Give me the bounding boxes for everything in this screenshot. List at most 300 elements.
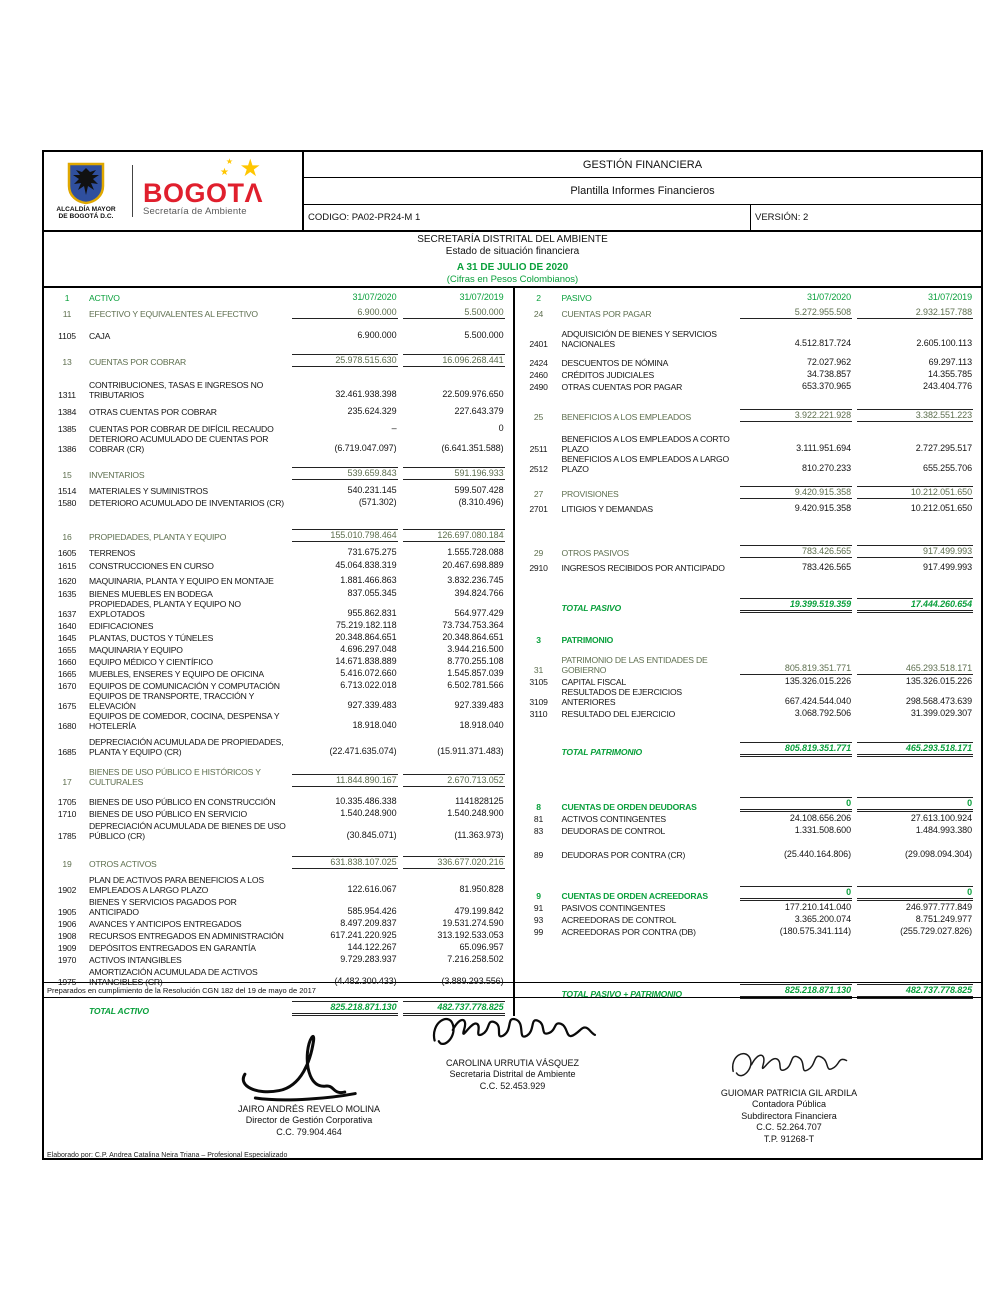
account-code: 24: [533, 309, 544, 319]
account-code: 93: [533, 915, 544, 925]
account-label: PLAN DE ACTIVOS PARA BENEFICIOS A LOS EMPLEADOS A LARGO PLAZO: [89, 875, 264, 895]
column-date-2019: 31/07/2019: [459, 292, 504, 302]
signer-title: Director de Gestión Corporativa: [245, 1115, 373, 1125]
value-2019: 465.293.518.171: [857, 663, 973, 675]
account-label: PATRIMONIO: [561, 635, 614, 645]
logo-divider: [132, 165, 133, 217]
pasivo-column: [513, 288, 982, 1016]
table-row: [521, 925, 974, 937]
account-label: DESCUENTOS DE NÓMINA: [561, 358, 669, 368]
form-header: [44, 152, 981, 232]
account-code: 81: [533, 814, 544, 824]
value-2020: 9.420.915.358: [794, 503, 851, 513]
column-header-row: [521, 291, 974, 303]
account-code: 16: [62, 532, 72, 542]
account-label: CUENTAS POR PAGAR: [561, 309, 652, 319]
process-title: GESTIÓN FINANCIERA: [304, 152, 981, 178]
header-right: [304, 152, 981, 230]
account-label: CRÉDITOS JUDICIALES: [561, 370, 655, 380]
account-code: 2490: [529, 382, 548, 392]
value-2019: (6.641.351.588): [441, 443, 504, 453]
bogota-wordmark: BOGOTΛ: [143, 178, 264, 208]
signer-tp: T.P. 91268-T: [763, 1133, 815, 1144]
value-2020: 825.218.871.130: [292, 1001, 398, 1016]
table-row: [521, 368, 974, 380]
account-label: BIENES DE USO PÚBLICO E HISTÓRICOS Y CULTURALES: [89, 767, 261, 787]
value-2019: 5.500.000: [464, 330, 504, 340]
account-label: CAJA: [89, 331, 111, 341]
table-row: [521, 631, 974, 645]
table-row: [50, 528, 505, 542]
account-code: 1909: [57, 943, 77, 953]
column-header-row: [50, 291, 505, 303]
account-code: 1705: [57, 797, 77, 807]
account-code: 1645: [57, 633, 77, 643]
account-label: BIENES Y SERVICIOS PAGADOS POR ANTICIPADO: [89, 897, 237, 917]
account-label: MAQUINARIA Y EQUIPO: [89, 645, 183, 655]
value-2020: 9.729.283.937: [340, 954, 397, 964]
value-2019: 1.540.248.900: [447, 808, 504, 818]
account-label: BENEFICIOS A LOS EMPLEADOS A CORTO PLAZO: [561, 434, 730, 454]
value-2020: (22.471.635.074): [329, 746, 397, 756]
value-2020: 24.108.656.206: [789, 813, 851, 823]
value-2020: 155.010.798.464: [292, 529, 398, 542]
signer-title: Secretaria Distrital de Ambiente: [449, 1069, 576, 1079]
stylized-a: Λ: [244, 178, 264, 208]
signatures-area: [44, 998, 981, 1162]
logo-cell: [44, 152, 304, 230]
account-code: 27: [533, 489, 544, 499]
table-row: [521, 824, 974, 836]
table-row: [50, 599, 505, 619]
bogota-logo: [143, 155, 264, 217]
account-label: CUENTAS POR COBRAR DE DIFÍCIL RECAUDO: [89, 424, 274, 434]
value-2019: (29.098.094.304): [905, 849, 972, 859]
table-row: [521, 797, 974, 812]
account-label: TOTAL PASIVO + PATRIMONIO: [561, 989, 682, 999]
value-2019: 6.502.781.566: [447, 680, 504, 690]
value-2020: (30.845.071): [346, 830, 397, 840]
signer-id: C.C. 52.453.929: [479, 1080, 546, 1091]
account-label: DETERIORO ACUMULADO DE INVENTARIOS (CR): [89, 498, 284, 508]
account-code: 1640: [57, 621, 77, 631]
value-2020: 19.399.519.359: [740, 598, 852, 613]
signer-title: Subdirectora Financiera: [741, 1110, 837, 1121]
star-icon: ★: [220, 167, 230, 178]
table-row: [521, 380, 974, 392]
value-2020: 1.881.466.863: [340, 575, 397, 585]
table-row: [521, 886, 974, 901]
table-row: [521, 305, 974, 319]
account-code: 3105: [529, 677, 548, 687]
account-label: DEPRECIACIÓN ACUMULADA DE PROPIEDADES, PLANTA Y EQUIPO (CR): [89, 737, 284, 757]
account-code: 1680: [57, 721, 77, 731]
table-row: [521, 434, 974, 454]
account-code: 3110: [529, 709, 548, 719]
value-2020: 3.922.221.928: [740, 409, 852, 422]
value-2020: 11.844.890.167: [292, 774, 398, 787]
account-code: 2910: [529, 563, 548, 573]
value-2019: 20.348.864.651: [442, 632, 504, 642]
value-2019: 0: [857, 886, 973, 901]
value-2019: 917.499.993: [923, 562, 972, 572]
account-label: AVANCES Y ANTICIPOS ENTREGADOS: [89, 919, 242, 929]
table-row: [50, 380, 505, 400]
account-code: 1605: [57, 548, 77, 558]
value-2020: 783.426.565: [802, 562, 851, 572]
account-label: AMORTIZACIÓN ACUMULADA DE ACTIVOS INTANGIBLES (CR): [89, 967, 258, 987]
account-label: EDIFICACIONES: [89, 621, 154, 631]
account-label: CUENTAS DE ORDEN DEUDORAS: [561, 802, 697, 812]
value-2020: 9.420.915.358: [740, 486, 852, 499]
account-label: PASIVOS CONTINGENTES: [561, 903, 666, 913]
value-2020: 14.671.838.889: [335, 656, 397, 666]
account-label: RECURSOS ENTREGADOS EN ADMINISTRACIÓN: [89, 931, 284, 941]
account-code: 83: [533, 826, 544, 836]
table-row: [50, 305, 505, 319]
table-row: [50, 691, 505, 711]
value-2020: 45.064.838.319: [335, 560, 397, 570]
table-row: [50, 631, 505, 643]
value-2020: 783.426.565: [740, 545, 852, 558]
account-label: OTROS PASIVOS: [561, 548, 629, 558]
account-code: 1637: [57, 609, 77, 619]
value-2020: 3.068.792.506: [794, 708, 851, 718]
value-2020: 540.231.145: [347, 485, 397, 495]
signature-icon: [719, 1038, 859, 1088]
account-code: 2401: [529, 339, 548, 349]
value-2020: (25.440.164.806): [784, 849, 851, 859]
account-code: 1908: [57, 931, 77, 941]
table-row: [50, 875, 505, 895]
signer-block: [634, 1038, 944, 1145]
value-2019: 5.500.000: [403, 307, 505, 319]
value-2019: 69.297.113: [928, 357, 972, 367]
account-label: TOTAL ACTIVO: [89, 1006, 149, 1016]
value-2019: 246.977.777.849: [905, 902, 972, 912]
account-code: 1710: [57, 809, 77, 819]
value-2019: 10.212.051.650: [910, 503, 972, 513]
account-label: EQUIPO MÉDICO Y CIENTÍFICO: [89, 657, 213, 667]
value-2019: 14.355.785: [927, 369, 972, 379]
value-2019: 3.382.551.223: [857, 409, 973, 422]
value-2019: 18.918.040: [459, 720, 504, 730]
value-2020: 1.540.248.900: [340, 808, 397, 818]
value-2020: 4.696.297.048: [340, 644, 397, 654]
value-2019: 227.643.379: [454, 406, 504, 416]
table-row: [521, 812, 974, 824]
alcaldia-logo: [50, 162, 122, 221]
value-2019: (3.889.293.556): [441, 976, 504, 986]
account-code: 2424: [529, 358, 548, 368]
table-row: [50, 711, 505, 731]
value-2019: 7.216.258.502: [447, 954, 504, 964]
value-2019: 298.568.473.639: [905, 696, 972, 706]
value-2019: (11.363.973): [454, 830, 504, 840]
account-code: 1384: [57, 407, 77, 417]
account-code: 2: [536, 293, 541, 303]
table-row: [50, 329, 505, 341]
account-label: CUENTAS POR COBRAR: [89, 357, 186, 367]
value-2020: –: [391, 423, 397, 433]
table-row: [50, 737, 505, 757]
account-code: 17: [62, 777, 72, 787]
value-2019: 2.605.100.113: [916, 338, 972, 348]
value-2020: 805.819.351.771: [740, 742, 852, 757]
account-label: BIENES MUEBLES EN BODEGA: [89, 589, 213, 599]
value-2020: (6.719.047.097): [334, 443, 397, 453]
account-code: 3109: [529, 697, 548, 707]
value-2019: 8.770.255.108: [447, 656, 504, 666]
value-2019: 479.199.842: [454, 906, 504, 916]
value-2020: 653.370.965: [802, 381, 851, 391]
account-label: TOTAL PASIVO: [561, 603, 622, 613]
account-code: 31: [533, 665, 544, 675]
account-label: EFECTIVO Y EQUIVALENTES AL EFECTIVO: [89, 309, 258, 319]
table-row: [521, 356, 974, 368]
signer-name: GUIOMAR PATRICIA GIL ARDILA: [720, 1088, 858, 1098]
value-2019: 2.727.295.517: [915, 443, 972, 453]
account-code: 13: [62, 357, 72, 367]
value-2020: 122.616.067: [347, 884, 397, 894]
signer-name: CAROLINA URRUTIA VÁSQUEZ: [445, 1058, 580, 1068]
account-code: 3: [536, 635, 541, 645]
value-2019: 465.293.518.171: [857, 742, 973, 757]
value-2020: 75.219.182.118: [336, 620, 397, 630]
account-code: 1975: [57, 977, 77, 987]
account-label: DEUDORAS DE CONTROL: [561, 826, 666, 836]
signer-block: [174, 1022, 444, 1138]
table-row: [50, 953, 505, 965]
table-row: [50, 855, 505, 869]
value-2020: 1.331.508.600: [794, 825, 851, 835]
value-2019: 599.507.428: [454, 485, 504, 495]
value-2019: 1141828125: [455, 796, 504, 806]
value-2020: 837.055.345: [347, 588, 397, 598]
value-2020: 18.918.040: [352, 720, 397, 730]
table-row: [521, 741, 974, 757]
value-2020: 927.339.483: [347, 700, 397, 710]
statement-title-block: [44, 232, 981, 288]
alcaldia-label-line2: DE BOGOTÁ D.C.: [58, 213, 114, 220]
account-label: ADQUISICIÓN DE BIENES Y SERVICIOS NACIONALES: [561, 329, 717, 349]
value-2020: 617.241.220.925: [330, 930, 397, 940]
value-2020: 6.900.000: [292, 307, 398, 319]
account-label: MUEBLES, ENSERES Y EQUIPO DE OFICINA: [89, 669, 264, 679]
account-code: 2460: [529, 370, 548, 380]
column-date-2020: 31/07/2020: [352, 292, 397, 302]
column-date-2020: 31/07/2020: [806, 292, 851, 302]
account-code: 1386: [57, 444, 77, 454]
value-2020: 3.365.200.074: [794, 914, 851, 924]
account-label: ACREEDORAS POR CONTRA (DB): [561, 927, 696, 937]
value-2019: 81.950.828: [459, 884, 504, 894]
account-label: PATRIMONIO DE LAS ENTIDADES DE GOBIERNO: [561, 655, 708, 675]
value-2019: 126.697.080.184: [403, 529, 505, 542]
account-label: PROPIEDADES, PLANTA Y EQUIPO: [89, 532, 227, 542]
table-row: [50, 434, 505, 454]
value-2020: 25.978.515.630: [292, 354, 398, 367]
table-row: [50, 897, 505, 917]
table-row: [521, 687, 974, 707]
account-label: MATERIALES Y SUMINISTROS: [89, 486, 208, 496]
value-2020: 8.497.209.837: [340, 918, 397, 928]
entity-name: SECRETARÍA DISTRITAL DEL AMBIENTE: [417, 234, 608, 245]
account-label: ACREEDORAS DE CONTROL: [561, 915, 677, 925]
value-2020: 34.738.857: [806, 369, 851, 379]
star-icon: ★: [225, 157, 234, 166]
template-title: Plantilla Informes Financieros: [304, 178, 981, 204]
header-meta-row: [304, 205, 981, 230]
table-row: [50, 941, 505, 953]
table-row: [521, 901, 974, 913]
value-2019: 27.613.100.924: [910, 813, 972, 823]
account-label: CUENTAS DE ORDEN ACREEDORAS: [561, 891, 708, 901]
account-code: 1385: [57, 424, 77, 434]
value-2019: 17.444.260.654: [857, 598, 973, 613]
activo-column: [44, 288, 513, 1016]
value-2019: 135.326.015.226: [905, 676, 972, 686]
table-row: [521, 597, 974, 613]
account-code: 2512: [529, 464, 548, 474]
table-row: [521, 408, 974, 422]
account-code: 1620: [57, 576, 77, 586]
value-2019: 3.944.216.500: [447, 644, 504, 654]
account-label: EQUIPOS DE COMEDOR, COCINA, DESPENSA Y HOTELERÍA: [89, 711, 280, 731]
table-row: [50, 929, 505, 941]
table-row: [521, 454, 974, 474]
account-code: 1670: [57, 681, 77, 691]
account-label: DETERIORO ACUMULADO DE CUENTAS POR COBRAR (CR): [89, 434, 269, 454]
value-2019: 31.399.029.307: [910, 708, 972, 718]
account-code: 8: [536, 802, 541, 812]
value-2019: 482.737.778.825: [857, 984, 973, 999]
value-2019: 394.824.766: [454, 588, 504, 598]
value-2019: 336.677.020.216: [403, 856, 505, 869]
table-row: [521, 329, 974, 349]
account-label: TERRENOS: [89, 548, 136, 558]
account-label: TOTAL PATRIMONIO: [561, 747, 643, 757]
value-2020: 667.424.544.040: [784, 696, 851, 706]
value-2020: (180.575.341.114): [779, 926, 851, 936]
table-row: [50, 466, 505, 480]
table-row: [521, 983, 974, 999]
account-label: DEPÓSITOS ENTREGADOS EN GARANTÍA: [89, 943, 256, 953]
account-code: 1635: [57, 589, 77, 599]
value-2020: (4.482.300.433): [334, 976, 397, 986]
account-code: 1660: [57, 657, 77, 667]
account-code: 25: [533, 412, 544, 422]
value-2020: 20.348.864.651: [335, 632, 397, 642]
signer-name: JAIRO ANDRÉS REVELO MOLINA: [237, 1104, 381, 1114]
account-label: OTRAS CUENTAS POR COBRAR: [89, 407, 217, 417]
value-2020: 539.659.843: [292, 467, 398, 480]
account-label: PROVISIONES: [561, 489, 619, 499]
account-label: EQUIPOS DE TRANSPORTE, TRACCIÓN Y ELEVACIÓN: [89, 691, 254, 711]
value-2020: 72.027.962: [806, 357, 851, 367]
account-label: LITIGIOS Y DEMANDAS: [561, 504, 653, 514]
value-2019: 927.339.483: [454, 700, 504, 710]
column-date-2019: 31/07/2019: [927, 292, 972, 302]
value-2019: 0: [498, 423, 504, 433]
table-row: [50, 574, 505, 586]
value-2020: (571.302): [358, 497, 397, 507]
statement-date: A 31 DE JULIO DE 2020: [456, 262, 569, 273]
account-label: PROPIEDADES, PLANTA Y EQUIPO NO EXPLOTADOS: [89, 599, 241, 619]
signature-icon: [219, 1022, 399, 1104]
units-note: (Cifras en Pesos Colombianos): [446, 274, 579, 285]
alcaldia-label-line1: ALCALDÍA MAYOR: [56, 205, 116, 213]
account-code: 1311: [58, 390, 76, 400]
account-label: DEUDORAS POR CONTRA (CR): [561, 850, 686, 860]
account-label: EQUIPOS DE COMUNICACIÓN Y COMPUTACIÓN: [89, 681, 280, 691]
value-2019: 1.545.857.039: [447, 668, 504, 678]
table-row: [521, 485, 974, 499]
account-label: ACTIVO: [89, 293, 120, 303]
form-sheet: [42, 150, 983, 1160]
value-2019: 73.734.753.364: [442, 620, 504, 630]
account-code: 1685: [57, 747, 77, 757]
value-2020: 32.461.938.398: [335, 389, 397, 399]
table-row: [521, 913, 974, 925]
account-label: CAPITAL FISCAL: [561, 677, 627, 687]
value-2019: (255.729.027.826): [900, 926, 972, 936]
table-row: [50, 587, 505, 599]
value-2019: 65.096.957: [459, 942, 504, 952]
secretaria-ambiente-label: Secretaría de Ambiente: [143, 206, 247, 217]
elaborated-note: Elaborado por: C.P. Andrea Catalina Neira Triana – Profesional Especializado: [47, 1152, 288, 1159]
value-2020: 4.512.817.724: [794, 338, 851, 348]
value-2019: 3.832.236.745: [447, 575, 504, 585]
value-2019: 19.531.274.590: [442, 918, 504, 928]
account-label: MAQUINARIA, PLANTA Y EQUIPO EN MONTAJE: [89, 576, 274, 586]
value-2020: 135.326.015.226: [784, 676, 851, 686]
table-row: [50, 496, 505, 508]
value-2020: 825.218.871.130: [740, 984, 852, 999]
account-label: CONSTRUCCIONES EN CURSO: [89, 561, 214, 571]
account-label: BENEFICIOS A LOS EMPLEADOS A LARGO PLAZO: [561, 454, 730, 474]
value-2020: 810.270.233: [802, 463, 851, 473]
account-code: 1615: [57, 561, 77, 571]
account-code: 15: [62, 470, 72, 480]
account-label: OTRAS CUENTAS POR PAGAR: [561, 382, 683, 392]
table-row: [50, 807, 505, 819]
value-2019: 591.196.933: [403, 467, 505, 480]
value-2019: 0: [857, 797, 973, 812]
table-row: [50, 655, 505, 667]
value-2019: 482.737.778.825: [403, 1001, 505, 1016]
table-row: [50, 917, 505, 929]
table-row: [50, 667, 505, 679]
account-code: 1: [64, 293, 70, 303]
value-2020: 6.900.000: [357, 330, 397, 340]
value-2020: 585.954.426: [347, 906, 397, 916]
value-2019: 243.404.776: [923, 381, 972, 391]
table-row: [521, 502, 974, 514]
account-code: 2511: [529, 444, 548, 454]
account-label: BIENES DE USO PÚBLICO EN SERVICIO: [89, 809, 247, 819]
signer-title: Contadora Pública: [751, 1099, 827, 1109]
table-row: [521, 675, 974, 687]
account-label: OTROS ACTIVOS: [89, 859, 157, 869]
value-2019: 20.467.698.889: [442, 560, 504, 570]
prepared-note: Preparados en cumplimiento de la Resolución CGN 182 del 19 de mayo de 2017: [44, 983, 981, 998]
account-code: 1970: [57, 955, 77, 965]
value-2019: (15.911.371.483): [437, 746, 504, 756]
account-label: CONTRIBUCIONES, TASAS E INGRESOS NO TRIBUTARIOS: [89, 380, 264, 400]
value-2020: 955.862.831: [347, 608, 397, 618]
value-2020: 235.624.329: [347, 406, 397, 416]
